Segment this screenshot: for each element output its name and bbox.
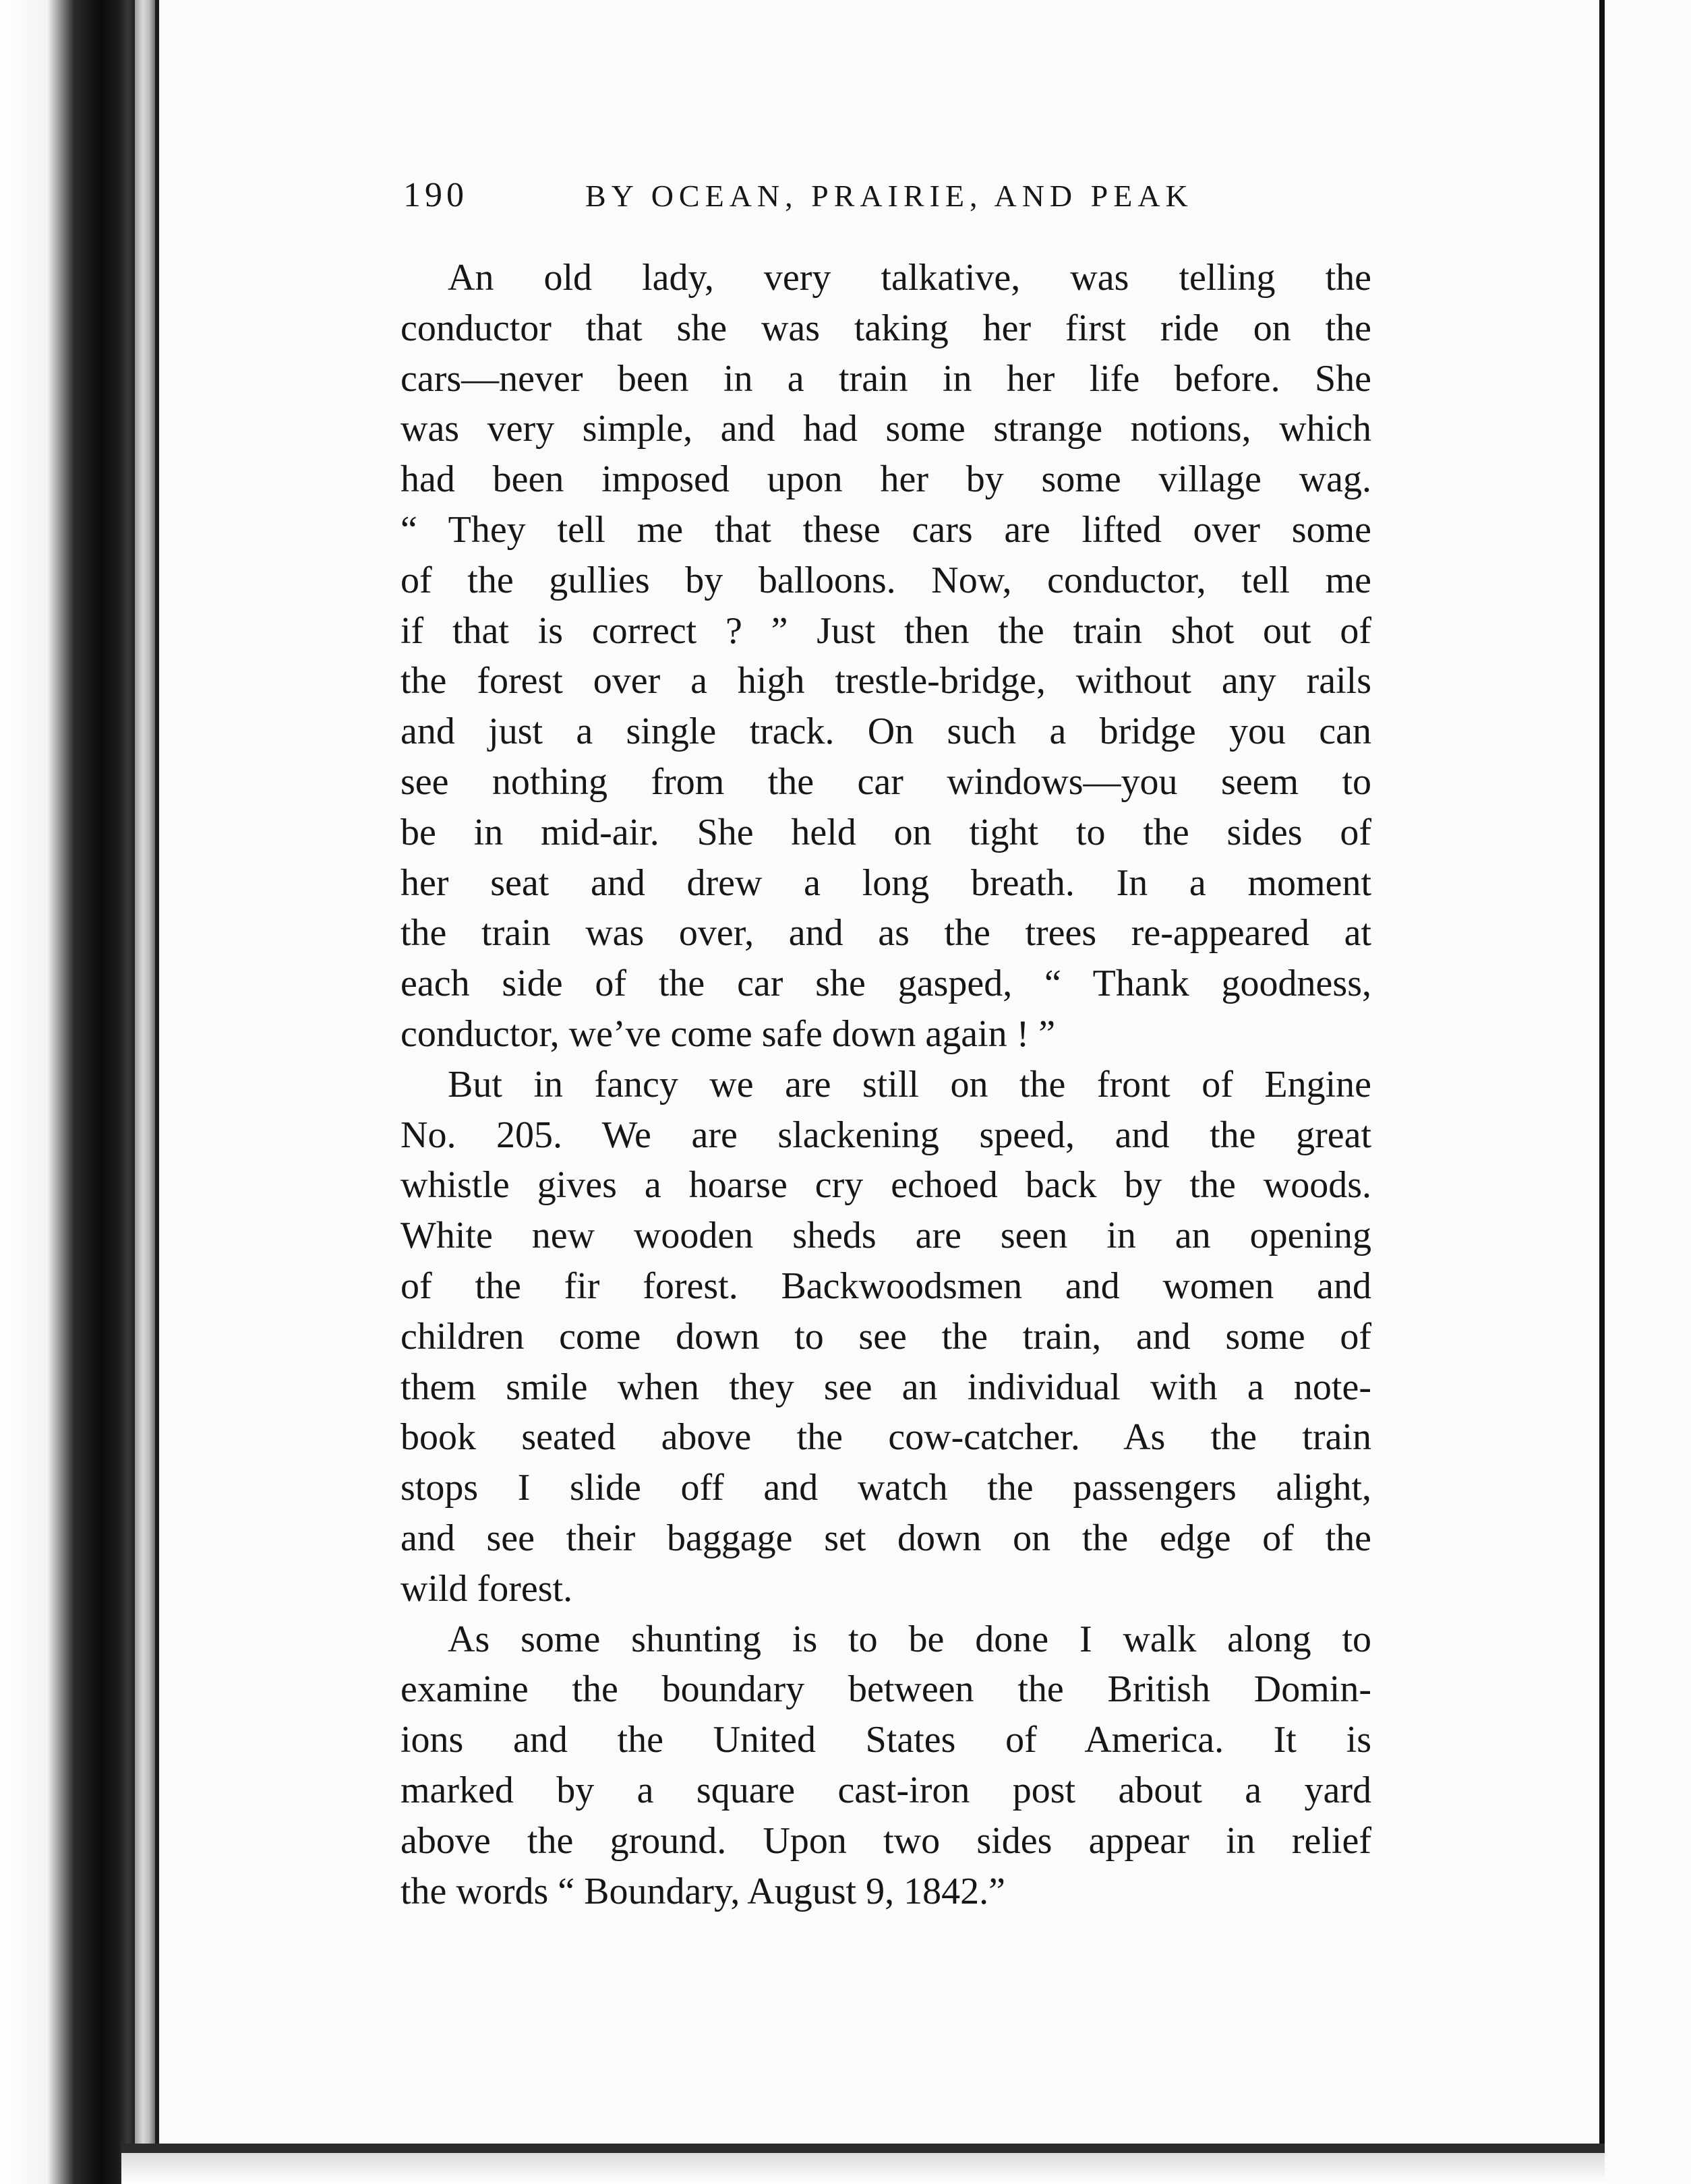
text-line: them smile when they see an individual with a note- bbox=[400, 1366, 1371, 1408]
text-line: examine the boundary between the British Domin- bbox=[400, 1668, 1371, 1711]
text-line: if that is correct ? ” Just then the train shot out of bbox=[400, 609, 1371, 652]
text-line: stops I slide off and watch the passengers alight, bbox=[400, 1467, 1371, 1509]
text-line: the train was over, and as the trees re-appeared at bbox=[400, 912, 1371, 954]
right-page-edge bbox=[1599, 0, 1605, 2153]
paragraph-3 bbox=[400, 1614, 1371, 1917]
text-line: her seat and drew a long breath. In a moment bbox=[400, 861, 1371, 904]
page-header bbox=[403, 175, 1361, 229]
text-line: wild forest. bbox=[400, 1567, 573, 1610]
right-margin bbox=[1605, 0, 1691, 2184]
text-line: But in fancy we are still on the front of Engine bbox=[448, 1063, 1371, 1105]
text-line: of the fir forest. Backwoodsmen and women and bbox=[400, 1265, 1371, 1307]
text-line: and see their baggage set down on the edge of the bbox=[400, 1517, 1371, 1559]
text-line: “ They tell me that these cars are lifted over some bbox=[400, 508, 1371, 551]
text-line: conductor, we’ve come safe down again ! ” bbox=[400, 1012, 1056, 1055]
text-line: White new wooden sheds are seen in an opening bbox=[400, 1215, 1371, 1257]
text-line: above the ground. Upon two sides appear in relief bbox=[400, 1819, 1371, 1862]
text-line: conductor that she was taking her first ride on the bbox=[400, 307, 1371, 349]
text-line: the forest over a high trestle-bridge, without any rails bbox=[400, 660, 1371, 702]
text-line: children come down to see the train, and some of bbox=[400, 1315, 1371, 1358]
paragraph-2 bbox=[400, 1060, 1371, 1614]
paragraph-1 bbox=[400, 253, 1371, 1060]
page-stack-edge bbox=[135, 0, 155, 2184]
text-line: marked by a square cast-iron post about a yard bbox=[400, 1769, 1371, 1811]
text-line: each side of the car she gasped, “ Thank goodness, bbox=[400, 963, 1371, 1005]
text-line: As some shunting is to be done I walk along to bbox=[448, 1618, 1371, 1660]
running-head: BY OCEAN, PRAIRIE, AND PEAK bbox=[585, 179, 1193, 213]
text-line: the words “ Boundary, August 9, 1842.” bbox=[400, 1870, 1005, 1912]
text-line: be in mid-air. She held on tight to the sides of bbox=[400, 811, 1371, 853]
text-line: see nothing from the car windows—you seem to bbox=[400, 760, 1371, 803]
text-line: No. 205. We are slackening speed, and the great bbox=[400, 1114, 1371, 1156]
page-number: 190 bbox=[403, 176, 468, 214]
bottom-page-edge bbox=[121, 2144, 1605, 2153]
text-line: book seated above the cow-catcher. As the train bbox=[400, 1416, 1371, 1459]
text-line: was very simple, and had some strange notions, which bbox=[400, 408, 1371, 450]
text-line: cars—never been in a train in her life before. She bbox=[400, 357, 1371, 400]
body-text bbox=[400, 253, 1371, 1916]
text-line: of the gullies by balloons. Now, conductor, tell me bbox=[400, 559, 1371, 601]
text-line: whistle gives a hoarse cry echoed back by the woods. bbox=[400, 1164, 1371, 1207]
bottom-margin bbox=[121, 2153, 1605, 2184]
text-line: had been imposed upon her by some village wag. bbox=[400, 458, 1371, 501]
text-line: and just a single track. On such a bridge you can bbox=[400, 710, 1371, 753]
text-line: An old lady, very talkative, was telling the bbox=[448, 257, 1371, 299]
text-line: ions and the United States of America. It is bbox=[400, 1719, 1371, 1761]
book-spine bbox=[0, 0, 135, 2184]
